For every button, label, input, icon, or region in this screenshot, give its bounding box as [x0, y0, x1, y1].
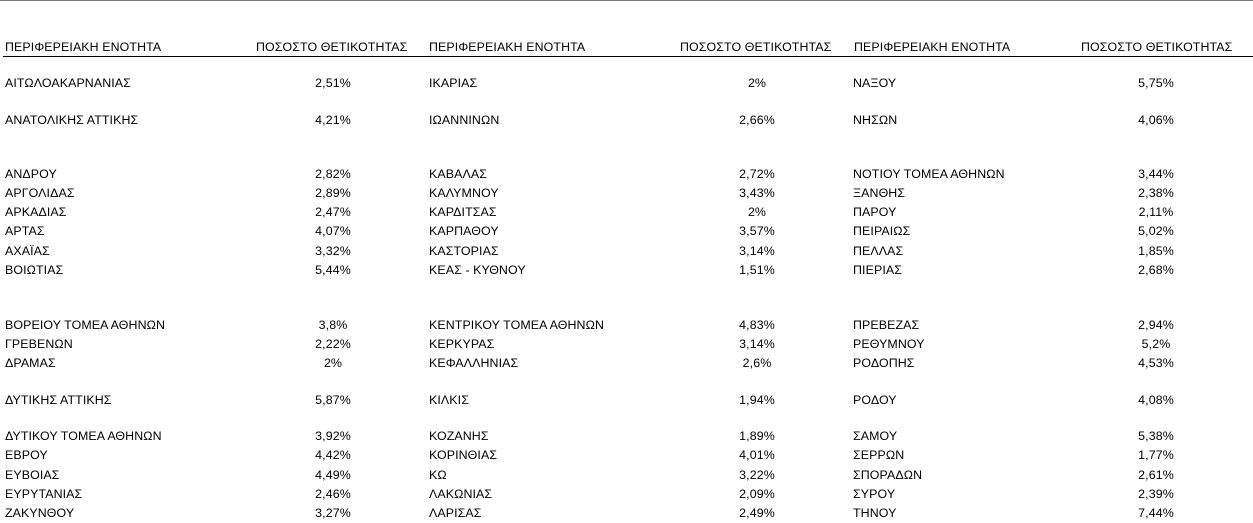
positivity-rate: 3,92%: [315, 429, 351, 443]
positivity-rate: 4,06%: [1138, 113, 1174, 127]
region-name: ΠΙΕΡΙΑΣ: [853, 263, 902, 277]
positivity-rate: 1,89%: [739, 429, 775, 443]
region-name: ΖΑΚΥΝΘΟΥ: [5, 506, 75, 520]
region-name: ΚΩ: [429, 468, 447, 482]
positivity-rate: 2,09%: [739, 487, 775, 501]
positivity-rate: 2,72%: [739, 167, 775, 181]
region-name: ΡΟΔΟΥ: [853, 393, 897, 407]
positivity-rate: 3,57%: [739, 224, 775, 238]
region-name: ΑΝΔΡΟΥ: [5, 167, 57, 181]
region-name: ΑΡΚΑΔΙΑΣ: [5, 205, 67, 219]
region-name: ΠΑΡΟΥ: [853, 205, 897, 219]
region-name: ΠΡΕΒΕΖΑΣ: [853, 318, 920, 332]
region-name: ΞΑΝΘΗΣ: [853, 186, 906, 200]
region-name: ΚΕΑΣ - ΚΥΘΝΟΥ: [429, 263, 526, 277]
positivity-rate: 2%: [747, 205, 767, 219]
positivity-rate: 2,11%: [1138, 205, 1174, 219]
positivity-rate: 2%: [323, 356, 343, 370]
positivity-rate: 2,68%: [1138, 263, 1174, 277]
region-name: ΑΡΤΑΣ: [5, 224, 45, 238]
region-name: ΚΕΡΚΥΡΑΣ: [429, 337, 495, 351]
positivity-rate: 5,2%: [1141, 337, 1171, 351]
region-name: ΚΙΛΚΙΣ: [429, 393, 469, 407]
positivity-rate: 4,53%: [1138, 356, 1174, 370]
positivity-rate: 1,85%: [1138, 244, 1174, 258]
header-rate-col1: ΠΟΣΟΣΤΟ ΘΕΤΙΚΟΤΗΤΑΣ: [256, 40, 408, 54]
region-name: ΣΑΜΟΥ: [853, 429, 898, 443]
positivity-rate: 4,42%: [315, 448, 351, 462]
region-name: ΚΟΖΑΝΗΣ: [429, 429, 489, 443]
positivity-rate: 3,22%: [739, 468, 775, 482]
region-name: ΤΗΝΟΥ: [853, 506, 897, 520]
positivity-rate: 1,51%: [739, 263, 775, 277]
positivity-rate: 4,83%: [739, 318, 775, 332]
region-name: ΙΩΑΝΝΙΝΩΝ: [429, 113, 500, 127]
positivity-rate: 3,14%: [739, 337, 775, 351]
positivity-rate: 2,46%: [315, 487, 351, 501]
region-name: ΕΥΡΥΤΑΝΙΑΣ: [5, 487, 83, 501]
positivity-rate: 3,32%: [315, 244, 351, 258]
region-name: ΚΕΦΑΛΛΗΝΙΑΣ: [429, 356, 519, 370]
region-name: ΚΑΡΔΙΤΣΑΣ: [429, 205, 497, 219]
positivity-rate: 1,94%: [739, 393, 775, 407]
region-name: ΙΚΑΡΙΑΣ: [429, 76, 478, 90]
region-name: ΡΕΘΥΜΝΟΥ: [853, 337, 925, 351]
region-name: ΝΟΤΙΟΥ ΤΟΜΕΑ ΑΘΗΝΩΝ: [853, 167, 1005, 181]
positivity-rate: 5,87%: [315, 393, 351, 407]
positivity-rate: 4,01%: [739, 448, 775, 462]
region-name: ΚΟΡΙΝΘΙΑΣ: [429, 448, 498, 462]
positivity-rate: 3,43%: [739, 186, 775, 200]
positivity-rate: 5,75%: [1138, 76, 1174, 90]
positivity-rate: 7,44%: [1138, 506, 1174, 520]
region-name: ΣΕΡΡΩΝ: [853, 448, 905, 462]
positivity-rate: 2,82%: [315, 167, 351, 181]
region-name: ΓΡΕΒΕΝΩΝ: [5, 337, 73, 351]
header-region-col3: ΠΕΡΙΦΕΡΕΙΑΚΗ ΕΝΟΤΗΤΑ: [854, 40, 1011, 54]
positivity-rate: 4,08%: [1138, 393, 1174, 407]
positivity-rate: 2,47%: [315, 205, 351, 219]
header-rate-col2: ΠΟΣΟΣΤΟ ΘΕΤΙΚΟΤΗΤΑΣ: [680, 40, 832, 54]
positivity-rate: 3,8%: [318, 318, 348, 332]
positivity-rate: 2,66%: [739, 113, 775, 127]
region-name: ΕΥΒΟΙΑΣ: [5, 468, 60, 482]
region-name: ΠΕΛΛΑΣ: [853, 244, 904, 258]
positivity-rate: 3,44%: [1138, 167, 1174, 181]
region-name: ΣΠΟΡΑΔΩΝ: [853, 468, 923, 482]
region-name: ΚΕΝΤΡΙΚΟΥ ΤΟΜΕΑ ΑΘΗΝΩΝ: [429, 318, 604, 332]
positivity-rate: 2,49%: [739, 506, 775, 520]
region-name: ΑΧΑΪΑΣ: [5, 244, 50, 258]
region-name: ΑΝΑΤΟΛΙΚΗΣ ΑΤΤΙΚΗΣ: [5, 113, 139, 127]
region-name: ΛΑΚΩΝΙΑΣ: [429, 487, 493, 501]
region-name: ΔΥΤΙΚΗΣ ΑΤΤΙΚΗΣ: [5, 393, 112, 407]
positivity-rate: 5,38%: [1138, 429, 1174, 443]
region-name: ΕΒΡΟΥ: [5, 448, 48, 462]
positivity-rate: 2,39%: [1138, 487, 1174, 501]
header-rate-col3: ΠΟΣΟΣΤΟ ΘΕΤΙΚΟΤΗΤΑΣ: [1081, 40, 1233, 54]
region-name: ΠΕΙΡΑΙΩΣ: [853, 224, 911, 238]
positivity-rate: 5,02%: [1138, 224, 1174, 238]
region-name: ΚΑΣΤΟΡΙΑΣ: [429, 244, 499, 258]
region-name: ΛΑΡΙΣΑΣ: [429, 506, 482, 520]
header-region-col1: ΠΕΡΙΦΕΡΕΙΑΚΗ ΕΝΟΤΗΤΑ: [5, 40, 162, 54]
positivity-rate: 5,44%: [315, 263, 351, 277]
region-name: ΝΑΞΟΥ: [853, 76, 897, 90]
region-name: ΑΡΓΟΛΙΔΑΣ: [5, 186, 75, 200]
positivity-rate: 2,94%: [1138, 318, 1174, 332]
positivity-rate: 2,6%: [742, 356, 772, 370]
positivity-rate: 2%: [747, 76, 767, 90]
region-name: ΚΑΒΑΛΑΣ: [429, 167, 487, 181]
positivity-rate: 4,07%: [315, 224, 351, 238]
region-name: ΔΡΑΜΑΣ: [5, 356, 56, 370]
region-name: ΚΑΛΥΜΝΟΥ: [429, 186, 499, 200]
region-name: ΑΙΤΩΛΟΑΚΑΡΝΑΝΙΑΣ: [5, 76, 131, 90]
positivity-rate: 2,22%: [315, 337, 351, 351]
region-name: ΚΑΡΠΑΘΟΥ: [429, 224, 499, 238]
region-name: ΒΟΙΩΤΙΑΣ: [5, 263, 64, 277]
header-divider: [3, 56, 1253, 57]
positivity-rate: 2,89%: [315, 186, 351, 200]
positivity-rate: 4,21%: [315, 113, 351, 127]
positivity-rate: 2,61%: [1138, 468, 1174, 482]
region-name: ΔΥΤΙΚΟΥ ΤΟΜΕΑ ΑΘΗΝΩΝ: [5, 429, 162, 443]
positivity-rate: 3,14%: [739, 244, 775, 258]
top-divider: [0, 0, 1253, 1]
positivity-rate: 2,51%: [315, 76, 351, 90]
positivity-rate: 2,38%: [1138, 186, 1174, 200]
region-name: ΒΟΡΕΙΟΥ ΤΟΜΕΑ ΑΘΗΝΩΝ: [5, 318, 166, 332]
positivity-rate: 1,77%: [1138, 448, 1174, 462]
positivity-rate: 3,27%: [315, 506, 351, 520]
region-name: ΝΗΣΩΝ: [853, 113, 898, 127]
region-name: ΡΟΔΟΠΗΣ: [853, 356, 915, 370]
region-name: ΣΥΡΟΥ: [853, 487, 896, 501]
positivity-rate: 4,49%: [315, 468, 351, 482]
header-region-col2: ΠΕΡΙΦΕΡΕΙΑΚΗ ΕΝΟΤΗΤΑ: [429, 40, 586, 54]
